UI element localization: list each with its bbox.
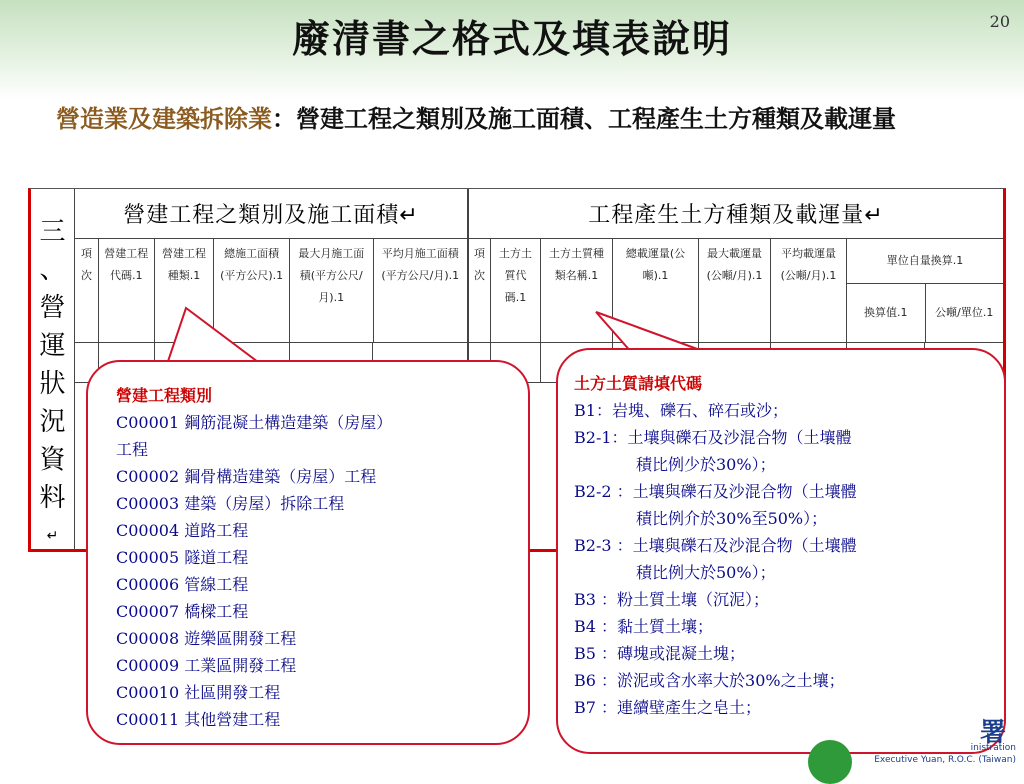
page-number: 20 xyxy=(989,12,1010,31)
column-header: 項次 xyxy=(75,239,99,342)
column-header: 總載運量(公噸).1 xyxy=(613,239,699,342)
column-header: 營建工程種類.1 xyxy=(155,239,215,342)
list-item: B2-1：土壤與礫石及沙混合物（土壤體 xyxy=(574,428,852,447)
list-item: B1：岩塊、礫石、碎石或沙； xyxy=(574,401,788,420)
group-header-construction: 營建工程之類別及施工面積↵ xyxy=(75,189,467,239)
vertical-char: 、 xyxy=(39,255,66,285)
list-item: C00003 建築（房屋）拆除工程 xyxy=(116,494,345,513)
vertical-char: 運 xyxy=(39,331,66,361)
subtitle-highlight: 營造業及建築拆除業 xyxy=(56,104,272,133)
column-header: 最大載運量(公噸/月).1 xyxy=(699,239,771,342)
vertical-char: 狀 xyxy=(39,369,66,399)
agency-logo xyxy=(808,740,852,784)
construction-type-callout xyxy=(86,360,530,745)
list-item: C00004 道路工程 xyxy=(116,521,249,540)
column-header: 最大月施工面積(平方公尺/月).1 xyxy=(290,239,374,342)
vertical-char: 料 xyxy=(39,483,66,513)
column-header: 公噸/單位.1 xyxy=(935,306,994,319)
agency-name-line: inistration xyxy=(970,743,1016,753)
list-item: C00005 隧道工程 xyxy=(116,548,249,567)
list-item: C00009 工業區開發工程 xyxy=(116,656,297,675)
column-header: 總施工面積(平方公尺).1 xyxy=(214,239,290,342)
column-header: 平均載運量(公噸/月).1 xyxy=(771,239,847,342)
list-item: C00008 遊樂區開發工程 xyxy=(116,629,297,648)
list-item: B3 ：粉土質土壤（沉泥）； xyxy=(574,590,770,609)
list-item: B5 ：磚塊或混凝土塊； xyxy=(574,644,746,663)
vertical-char: ↵ xyxy=(46,528,59,544)
agency-logo-char: 署 xyxy=(980,718,1007,748)
list-item: C00001 鋼筋混凝土構造建築（房屋） xyxy=(116,413,393,432)
callout-title: 營建工程類別 xyxy=(116,386,213,405)
vertical-char: 營 xyxy=(39,293,66,323)
group-header-soil: 工程產生土方種類及載運量↵ xyxy=(469,189,1003,239)
column-header: 平均月施工面積(平方公尺/月).1 xyxy=(381,247,460,282)
list-item: C00011 其他營建工程 xyxy=(116,710,281,729)
column-header: 土方土質種類名稱.1 xyxy=(541,239,613,342)
column-header: 營建工程代碼.1 xyxy=(99,239,155,342)
list-item: B4 ：黏土質土壤； xyxy=(574,617,714,636)
page-title: 廢清書之格式及填表說明 xyxy=(291,16,732,61)
list-item: C00010 社區開發工程 xyxy=(116,683,281,702)
agency-name xyxy=(874,742,1016,766)
list-item: 積比例少於30%）； xyxy=(636,455,776,474)
subtitle-rest: ：營建工程之類別及施工面積、工程產生土方種類及載運量 xyxy=(272,104,896,133)
list-item: 積比例介於30%至50%）； xyxy=(636,509,828,528)
unit-conversion-title: 單位自量換算.1 xyxy=(847,239,1003,284)
list-item: C00002 鋼骨構造建築（房屋）工程 xyxy=(116,467,377,486)
column-header: 換算值.1 xyxy=(847,284,926,342)
agency-name-line: Executive Yuan, R.O.C. (Taiwan) xyxy=(874,755,1016,765)
vertical-char: 況 xyxy=(39,407,66,437)
list-item: B2-2 ：土壤與礫石及沙混合物（土壤體 xyxy=(574,482,857,501)
list-item: 積比例大於50%）； xyxy=(636,563,776,582)
vertical-char: 資 xyxy=(39,445,66,475)
vertical-char: 三 xyxy=(39,217,66,247)
list-item: B2-3 ：土壤與礫石及沙混合物（土壤體 xyxy=(574,536,857,555)
list-item: C00006 管線工程 xyxy=(116,575,249,594)
list-item: B7 ：連續壁產生之皂土； xyxy=(574,698,762,717)
list-item: B6 ：淤泥或含水率大於30%之土壤； xyxy=(574,671,845,690)
column-header: 項次 xyxy=(469,239,491,342)
column-header: 土方土質代碼.1 xyxy=(491,239,541,342)
callout-title: 土方土質請填代碼 xyxy=(574,374,703,393)
list-item: 工程 xyxy=(116,440,149,459)
list-item: C00007 橋樑工程 xyxy=(116,602,249,621)
soil-code-callout xyxy=(556,348,1006,754)
